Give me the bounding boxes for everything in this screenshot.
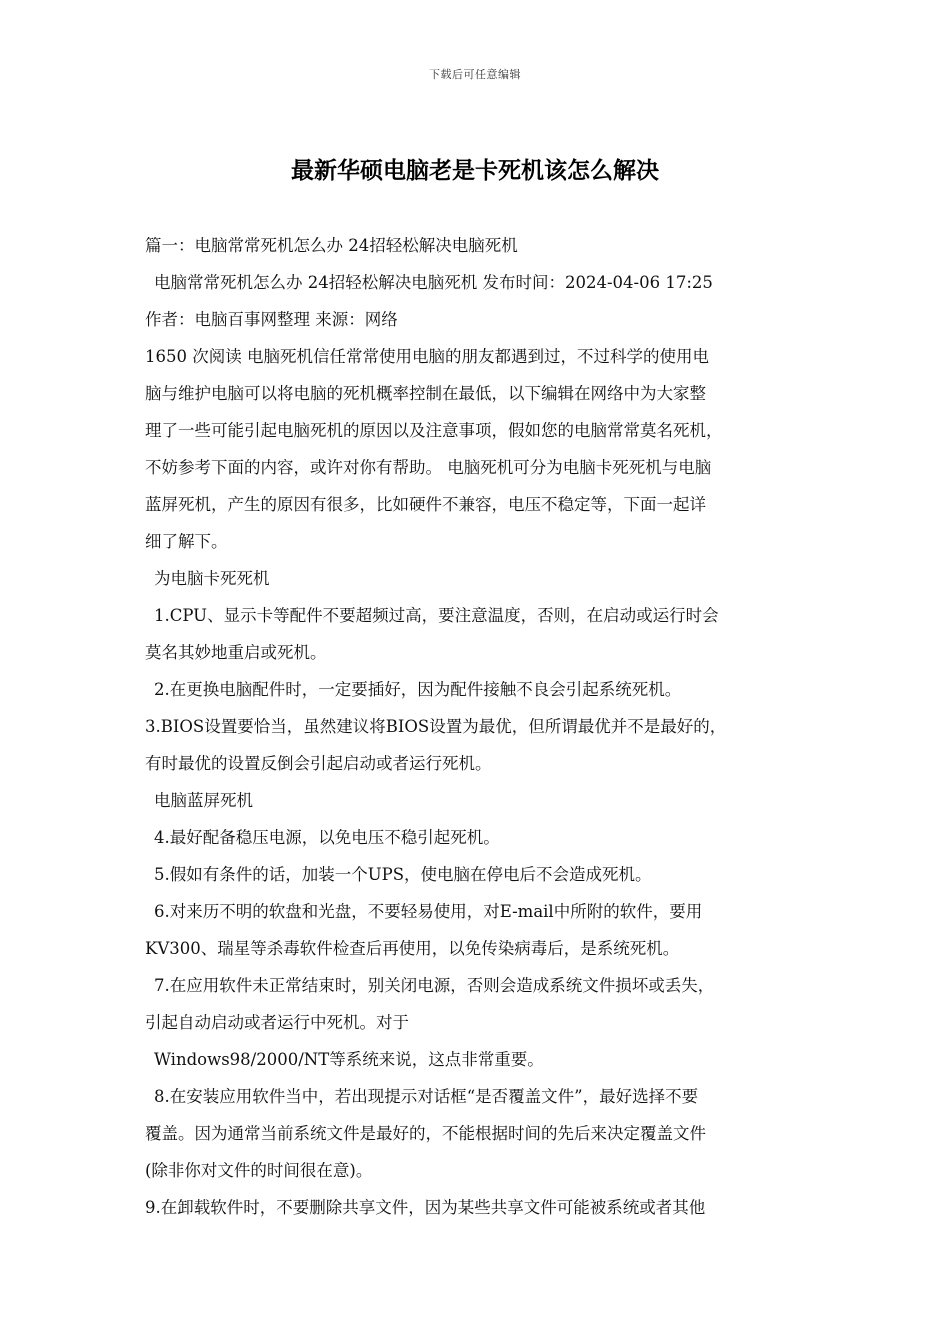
body-line: 理了一些可能引起电脑死机的原因以及注意事项，假如您的电脑常常莫名死机， <box>145 421 723 440</box>
body-line: KV300、瑞星等杀毒软件检查后再使用，以免传染病毒后，是系统死机。 <box>145 939 680 958</box>
body-line: 有时最优的设置反倒会引起启动或者运行死机。 <box>145 754 492 773</box>
body-line: (除非你对文件的时间很在意)。 <box>145 1161 373 1180</box>
body-line: 1.CPU、显示卡等配件不要超频过高，要注意温度，否则，在启动或运行时会 <box>154 606 719 625</box>
body-line: 2.在更换电脑配件时，一定要插好，因为配件接触不良会引起系统死机。 <box>154 680 682 699</box>
body-line: 电脑常常死机怎么办 24招轻松解决电脑死机 发布时间：2024-04-06 17:25 <box>154 273 713 292</box>
body-line: 1650 次阅读 电脑死机信任常常使用电脑的朋友都遇到过，不过科学的使用电 <box>145 347 709 366</box>
body-line: 细了解下。 <box>145 532 228 551</box>
body-line: 脑与维护电脑可以将电脑的死机概率控制在最低，以下编辑在网络中为大家整 <box>145 384 706 403</box>
body-line: 莫名其妙地重启或死机。 <box>145 643 327 662</box>
document-body <box>145 227 813 1226</box>
body-line: 6.对来历不明的软盘和光盘，不要轻易使用，对E-mail中所附的软件，要用 <box>154 902 703 921</box>
body-line: 引起自动启动或者运行中死机。对于 <box>145 1013 409 1032</box>
body-line: 不妨参考下面的内容，或许对你有帮助。 电脑死机可分为电脑卡死死机与电脑 <box>145 458 712 477</box>
body-line: 篇一：电脑常常死机怎么办 24招轻松解决电脑死机 <box>145 236 518 255</box>
body-line: 9.在卸载软件时，不要删除共享文件，因为某些共享文件可能被系统或者其他 <box>145 1198 706 1217</box>
document-title: 最新华硕电脑老是卡死机该怎么解决 <box>291 158 659 184</box>
body-line: 4.最好配备稳压电源，以免电压不稳引起死机。 <box>154 828 500 847</box>
body-line: 作者：电脑百事网整理 来源：网络 <box>145 310 398 329</box>
body-line: 3.BIOS设置要恰当，虽然建议将BIOS设置为最优，但所谓最优并不是最好的， <box>145 717 727 736</box>
section-heading: 为电脑卡死死机 <box>154 569 270 588</box>
section-heading: 电脑蓝屏死机 <box>154 791 253 810</box>
page-header-note: 下载后可任意编辑 <box>429 68 521 81</box>
body-line: 覆盖。因为通常当前系统文件是最好的，不能根据时间的先后来决定覆盖文件 <box>145 1124 706 1143</box>
body-line: 7.在应用软件未正常结束时，别关闭电源，否则会造成系统文件损坏或丢失， <box>154 976 715 995</box>
body-line: 5.假如有条件的话，加装一个UPS，使电脑在停电后不会造成死机。 <box>154 865 652 884</box>
body-line: 8.在安装应用软件当中，若出现提示对话框“是否覆盖文件”，最好选择不要 <box>154 1087 699 1106</box>
body-line: Windows98/2000/NT等系统来说，这点非常重要。 <box>154 1050 544 1069</box>
body-line: 蓝屏死机，产生的原因有很多，比如硬件不兼容，电压不稳定等，下面一起详 <box>145 495 706 514</box>
